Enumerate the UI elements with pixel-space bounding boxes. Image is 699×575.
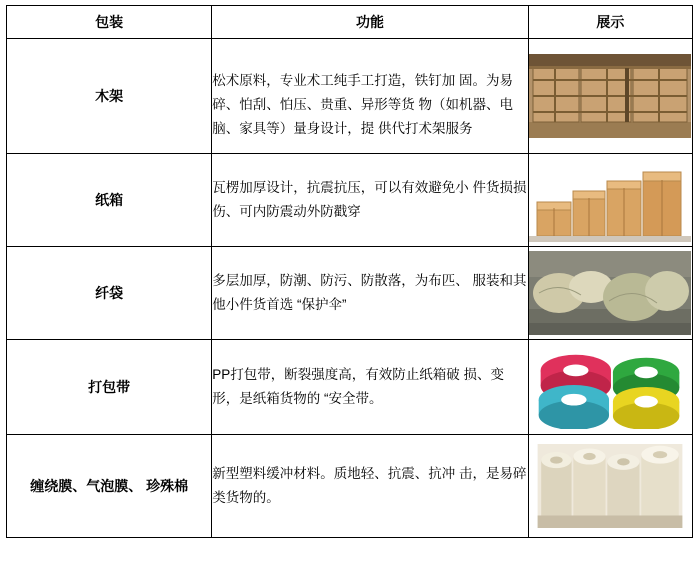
row-name-strapping: 打包带 [7,340,212,435]
row-function-wood-crate: 松术原料，专业术工纯手工打造，铁钉加 固。为易碎、怕刮、怕压、贵重、异形等货 物（如机器、电脑、家具等）量身设计，提 供代打术架服务 [212,39,528,154]
row-demo-strapping [528,340,692,435]
row-name-stretch-film: 缠绕膜、气泡膜、 珍殊棉 [7,435,212,538]
packaging-table [6,5,693,538]
row-demo-stretch-film [528,435,692,538]
column-header-packaging: 包装 [7,6,212,39]
woven-bags-photo [529,251,691,335]
table-row [7,340,693,435]
table-row [7,247,693,340]
row-demo-woven-bag [528,247,692,340]
row-function-stretch-film: 新型塑料缓冲材料。质地轻、抗震、抗冲 击，是易碎类货物的。 [212,435,528,538]
row-demo-carton [528,154,692,247]
document-page [0,5,699,575]
stretch-film-photo [529,444,691,528]
row-function-carton: 瓦楞加厚设计，抗震抗压，可以有效避免小 件货损损伤、可内防震动外防戳穿 [212,154,528,247]
wooden-crate-photo [529,54,691,138]
row-name-wood-crate: 木架 [7,39,212,154]
strapping-rolls-photo [529,345,691,429]
table-row [7,154,693,247]
column-header-demo: 展示 [528,6,692,39]
row-function-woven-bag: 多层加厚，防潮、防污、防散落，为布匹、 服装和其他小件货首选 “保护伞” [212,247,528,340]
row-demo-wood-crate [528,39,692,154]
table-row [7,435,693,538]
row-name-woven-bag: 纤袋 [7,247,212,340]
column-header-function: 功能 [212,6,528,39]
row-function-strapping: PP打包带，断裂强度高，有效防止纸箱破 损、变形，是纸箱货物的 “安全带。 [212,340,528,435]
row-name-carton: 纸箱 [7,154,212,247]
table-row [7,39,693,154]
table-header-row [7,6,693,39]
carton-boxes-photo [529,158,691,242]
